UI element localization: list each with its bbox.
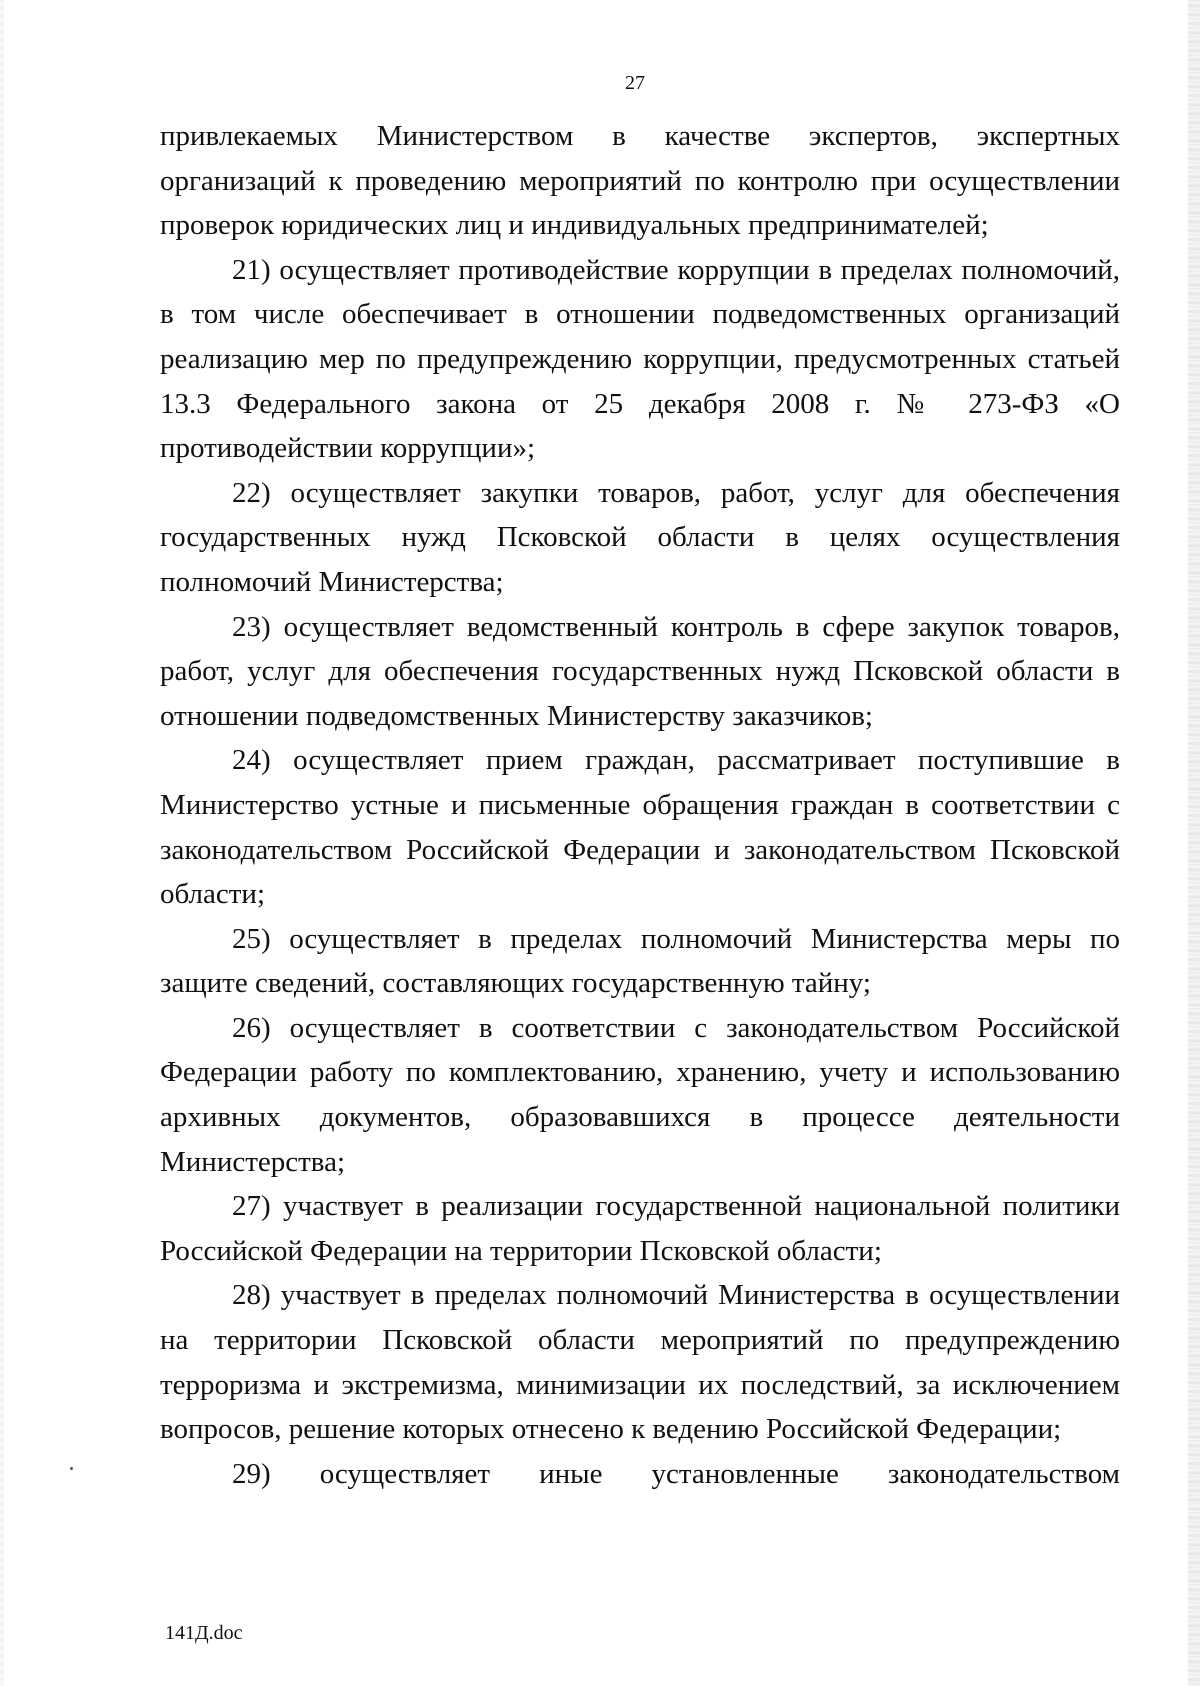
paragraph-item-24: 24) осуществляет прием граждан, рассматривает поступившие в Министерство устные и письменные обращения граждан в соответствии с законодательством Российской Федерации и законодательством Псковской области; [160, 744, 1120, 911]
paragraph-continuation: привлекаемых Министерством в качестве экспертов, экспертных организаций к проведению мероприятий по контролю при осуществлении проверок юридических лиц и индивидуальных предпринимателей; [160, 120, 1120, 242]
scan-edge-right [1188, 0, 1200, 1686]
paragraph-item-25: 25) осуществляет в пределах полномочий Министерства меры по защите сведений, составляющих государственную тайну; [160, 922, 1120, 1000]
paragraph-item-27: 27) участвует в реализации государственной национальной политики Российской Федерации на территории Псковской области; [160, 1190, 1120, 1267]
paragraph-item-28: 28) участвует в пределах полномочий Министерства в осуществлении на территории Псковской области мероприятий по предупреждению терроризма и экстремизма, минимизации их последствий, за исключением вопросов, решение которых отнесено к ведению Российской Федерации; [160, 1279, 1120, 1446]
paragraph-item-23: 23) осуществляет ведомственный контроль в сфере закупок товаров, работ, услуг для обеспечения государственных нужд Псковской области в отношении подведомственных Министерству заказчиков; [160, 610, 1120, 732]
paragraph-item-29: 29) осуществляет иные установленные законодательством [232, 1457, 1120, 1490]
footer-filename: 141Д.doc [165, 1622, 243, 1644]
paragraph-item-22: 22) осуществляет закупки товаров, работ, услуг для обеспечения государственных нужд Псковской области в целях осуществления полномочий Министерства; [160, 476, 1120, 598]
paragraph-item-26: 26) осуществляет в соответствии с законодательством Российской Федерации работу по комплектованию, хранению, учету и использованию архивных документов, образовавшихся в процессе деятельности Министерства; [160, 1011, 1120, 1178]
scan-edge-left [0, 0, 4, 1686]
document-body [160, 114, 1120, 1496]
scan-speck [70, 1467, 73, 1470]
page-number: 27 [625, 72, 645, 94]
paragraph-item-21: 21) осуществляет противодействие коррупции в пределах полномочий, в том числе обеспечивает в отношении подведомственных организаций реализацию мер по предупреждению коррупции, предусмотренных статьей 13.3 Федерального закона от 25 декабря 2008 г. № 273-ФЗ «О противодействии коррупции»; [160, 253, 1120, 465]
